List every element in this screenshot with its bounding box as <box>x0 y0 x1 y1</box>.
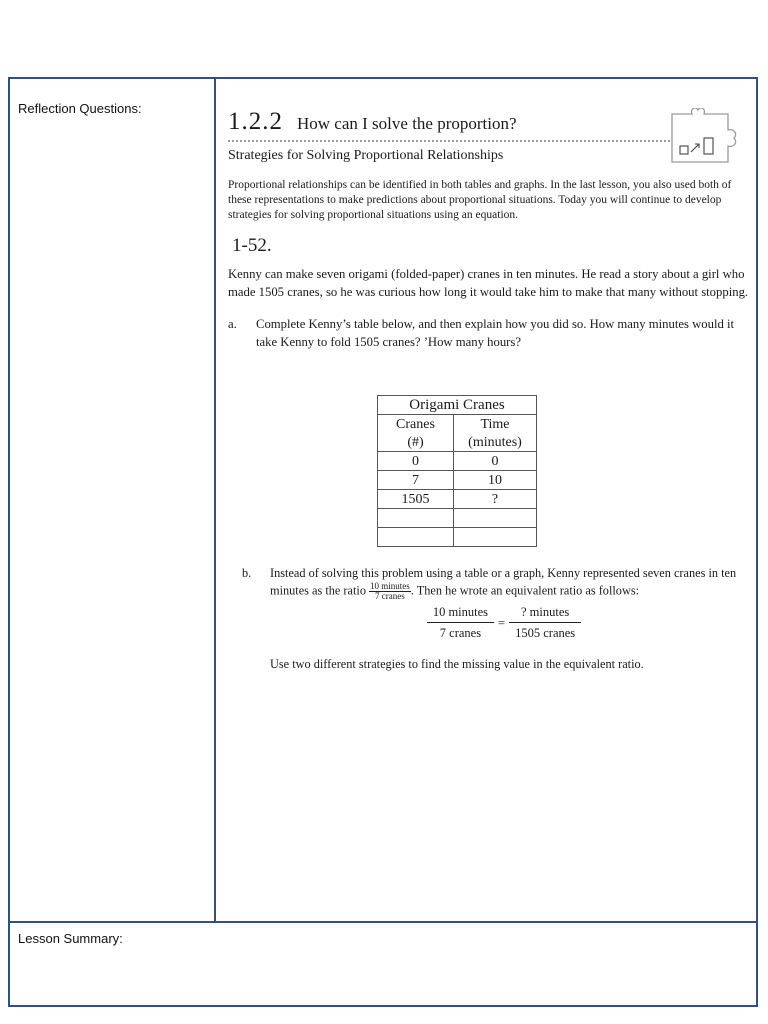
part-a <box>228 315 750 351</box>
lesson-content <box>228 108 750 672</box>
table-cell: 1505 <box>378 490 454 509</box>
right-ratio <box>509 605 581 641</box>
table-cell: 0 <box>454 452 537 471</box>
right-denominator: 1505 cranes <box>515 626 576 640</box>
right-numerator: ? minutes <box>509 605 581 623</box>
lesson-number: 1.2.2 <box>228 108 283 135</box>
equals-sign: = <box>498 615 506 630</box>
origami-cranes-table <box>377 395 537 547</box>
lesson-summary-label: Lesson Summary: <box>18 931 123 946</box>
lesson-intro: Proportional relationships can be identified in both tables and graphs. In the last lesson, you also used both of these representations to make predictions about proportional situations. Today you will continue to develop strategies for solving proportional situations using an equation. <box>228 179 732 221</box>
lesson-header <box>228 108 750 136</box>
table-row <box>378 471 537 490</box>
col1-unit: (#) <box>378 433 454 452</box>
part-b-letter: b. <box>242 566 252 580</box>
part-a-letter: a. <box>228 317 237 331</box>
dotted-rule <box>228 140 670 142</box>
col2-header: Time <box>454 415 537 434</box>
table-cell <box>378 528 454 547</box>
ratio-equation <box>258 605 750 641</box>
left-denominator: 7 cranes <box>439 626 482 640</box>
table-cell: ? <box>454 490 537 509</box>
table-cell: 0 <box>378 452 454 471</box>
col2-unit: (minutes) <box>454 433 537 452</box>
table-cell: 7 <box>378 471 454 490</box>
table-row <box>378 528 537 547</box>
inline-ratio-denominator: 7 cranes <box>375 591 405 601</box>
table-row <box>378 509 537 528</box>
lesson-subtitle: Strategies for Solving Proportional Relationships <box>228 148 504 163</box>
table-cell <box>378 509 454 528</box>
summary-divider <box>8 921 758 923</box>
left-numerator: 10 minutes <box>427 605 494 623</box>
lesson-question: How can I solve the proportion? <box>297 114 517 133</box>
reflection-questions-label: Reflection Questions: <box>18 101 142 116</box>
problem-text: Kenny can make seven origami (folded-paper) cranes in ten minutes. He read a story about a girl who made 1505 cranes, so he was curious how long it would take him to make that many without stopping. <box>228 267 749 299</box>
table-cell: 10 <box>454 471 537 490</box>
part-b-text-after: . Then he wrote an equivalent ratio as follows: <box>410 583 640 598</box>
strategies-prompt: Use two different strategies to find the missing value in the equivalent ratio. <box>270 657 644 671</box>
table-cell <box>454 528 537 547</box>
column-divider <box>214 77 216 923</box>
left-ratio <box>427 605 494 641</box>
col1-header: Cranes <box>378 415 454 434</box>
part-b-text-before: Instead of solving this problem using a table or a graph, Kenny represented seven cranes in ten minutes as the ratio <box>270 566 737 598</box>
part-a-text: Complete Kenny’s table below, and then explain how you did so. How many minutes would it take Kenny to fold 1505 cranes? ’How many hours? <box>256 317 735 349</box>
table-row <box>378 452 537 471</box>
part-b-text <box>270 565 750 601</box>
inline-ratio-numerator: 10 minutes <box>370 581 410 591</box>
part-b <box>242 565 750 601</box>
inline-ratio <box>369 582 411 601</box>
table-title: Origami Cranes <box>378 396 537 415</box>
table-cell <box>454 509 537 528</box>
problem-number: 1-52. <box>232 235 272 256</box>
table-row <box>378 490 537 509</box>
